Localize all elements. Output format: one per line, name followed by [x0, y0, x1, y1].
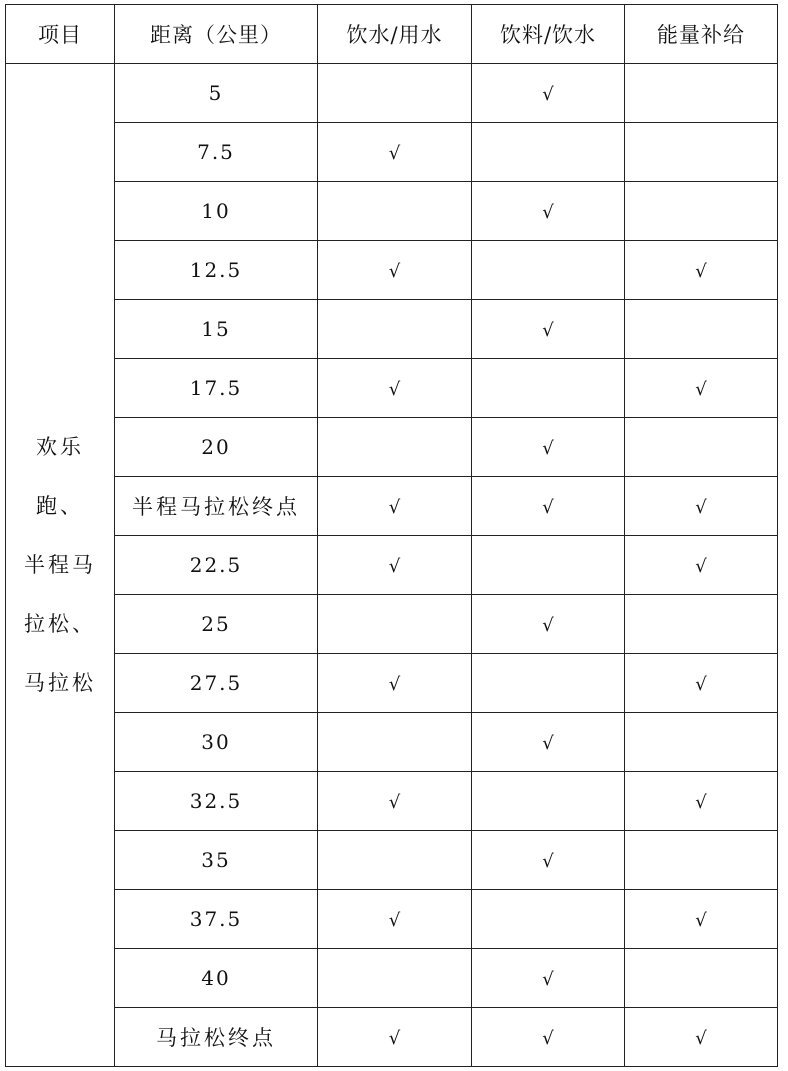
drink-cell [472, 831, 625, 890]
check-mark: √ [388, 910, 401, 931]
energy-cell [625, 182, 778, 241]
check-mark: √ [542, 1028, 554, 1049]
check-mark: √ [388, 1028, 401, 1049]
check-mark: √ [542, 320, 554, 341]
project-cell [6, 64, 115, 1067]
energy-cell [625, 654, 778, 713]
water-cell [318, 64, 472, 123]
header-project: 项目 [6, 5, 115, 64]
check-mark: √ [695, 910, 707, 931]
table-row [6, 1008, 778, 1067]
drink-cell [472, 654, 625, 713]
check-mark: √ [695, 792, 707, 813]
check-mark: √ [695, 674, 707, 695]
table-row [6, 949, 778, 1008]
water-cell [318, 359, 472, 418]
drink-cell [472, 300, 625, 359]
distance-cell: 35 [115, 831, 318, 890]
distance-cell: 25 [115, 595, 318, 654]
table-row [6, 359, 778, 418]
project-name-line: 欢乐 [36, 434, 84, 459]
table-row [6, 831, 778, 890]
water-cell [318, 654, 472, 713]
table-row [6, 123, 778, 182]
table-row [6, 654, 778, 713]
energy-cell [625, 359, 778, 418]
energy-cell [625, 123, 778, 182]
project-name-line: 跑、 [36, 493, 84, 518]
water-cell [318, 536, 472, 595]
distance-cell: 半程马拉松终点 [115, 477, 318, 536]
check-mark: √ [542, 84, 554, 105]
check-mark: √ [388, 674, 401, 695]
water-cell [318, 713, 472, 772]
check-mark: √ [388, 261, 401, 282]
header-distance: 距离（公里） [115, 5, 318, 64]
project-name-line: 半程马 [24, 552, 96, 577]
energy-cell [625, 595, 778, 654]
drink-cell [472, 477, 625, 536]
distance-cell: 7.5 [115, 123, 318, 182]
table-body [6, 64, 778, 1067]
distance-cell: 15 [115, 300, 318, 359]
energy-cell [625, 418, 778, 477]
water-cell [318, 300, 472, 359]
project-name-line: 拉松、 [24, 611, 96, 636]
table-row [6, 536, 778, 595]
drink-cell [472, 359, 625, 418]
distance-cell: 5 [115, 64, 318, 123]
energy-cell [625, 1008, 778, 1067]
check-mark: √ [542, 202, 554, 223]
check-mark: √ [388, 379, 401, 400]
energy-cell [625, 772, 778, 831]
table-row [6, 64, 778, 123]
energy-cell [625, 477, 778, 536]
table-row [6, 241, 778, 300]
water-cell [318, 241, 472, 300]
check-mark: √ [695, 261, 707, 282]
table-row [6, 713, 778, 772]
header-energy: 能量补给 [625, 5, 778, 64]
distance-cell: 20 [115, 418, 318, 477]
table-row [6, 890, 778, 949]
distance-cell: 22.5 [115, 536, 318, 595]
check-mark: √ [388, 556, 401, 577]
water-cell [318, 772, 472, 831]
check-mark: √ [542, 851, 554, 872]
drink-cell [472, 418, 625, 477]
water-cell [318, 890, 472, 949]
header-drink: 饮料/饮水 [472, 5, 625, 64]
drink-cell [472, 182, 625, 241]
check-mark: √ [695, 497, 707, 518]
check-mark: √ [542, 615, 554, 636]
energy-cell [625, 241, 778, 300]
drink-cell [472, 64, 625, 123]
distance-cell: 32.5 [115, 772, 318, 831]
water-cell [318, 949, 472, 1008]
check-mark: √ [542, 497, 554, 518]
drink-cell [472, 595, 625, 654]
header-row [6, 5, 778, 64]
distance-cell: 17.5 [115, 359, 318, 418]
table-row [6, 300, 778, 359]
energy-cell [625, 949, 778, 1008]
energy-cell [625, 536, 778, 595]
check-mark: √ [542, 733, 554, 754]
table-row [6, 595, 778, 654]
distance-cell: 30 [115, 713, 318, 772]
header-water: 饮水/用水 [318, 5, 472, 64]
energy-cell [625, 300, 778, 359]
water-cell [318, 831, 472, 890]
distance-cell: 27.5 [115, 654, 318, 713]
water-cell [318, 123, 472, 182]
check-mark: √ [542, 438, 554, 459]
water-cell [318, 418, 472, 477]
check-mark: √ [695, 1028, 707, 1049]
drink-cell [472, 890, 625, 949]
table-row [6, 182, 778, 241]
distance-cell: 40 [115, 949, 318, 1008]
check-mark: √ [695, 556, 707, 577]
water-cell [318, 1008, 472, 1067]
check-mark: √ [695, 379, 707, 400]
drink-cell [472, 713, 625, 772]
drink-cell [472, 536, 625, 595]
drink-cell [472, 1008, 625, 1067]
table-row [6, 477, 778, 536]
water-cell [318, 182, 472, 241]
water-cell [318, 595, 472, 654]
energy-cell [625, 831, 778, 890]
drink-cell [472, 772, 625, 831]
water-cell [318, 477, 472, 536]
drink-cell [472, 123, 625, 182]
table-row [6, 418, 778, 477]
supply-station-table [5, 4, 778, 1067]
drink-cell [472, 949, 625, 1008]
energy-cell [625, 713, 778, 772]
project-name [6, 418, 114, 713]
check-mark: √ [388, 143, 401, 164]
distance-cell: 37.5 [115, 890, 318, 949]
check-mark: √ [388, 497, 401, 518]
energy-cell [625, 890, 778, 949]
check-mark: √ [542, 969, 554, 990]
distance-cell: 马拉松终点 [115, 1008, 318, 1067]
check-mark: √ [388, 792, 401, 813]
project-name-line: 马拉松 [24, 670, 96, 695]
distance-cell: 12.5 [115, 241, 318, 300]
energy-cell [625, 64, 778, 123]
distance-cell: 10 [115, 182, 318, 241]
table-row [6, 772, 778, 831]
drink-cell [472, 241, 625, 300]
